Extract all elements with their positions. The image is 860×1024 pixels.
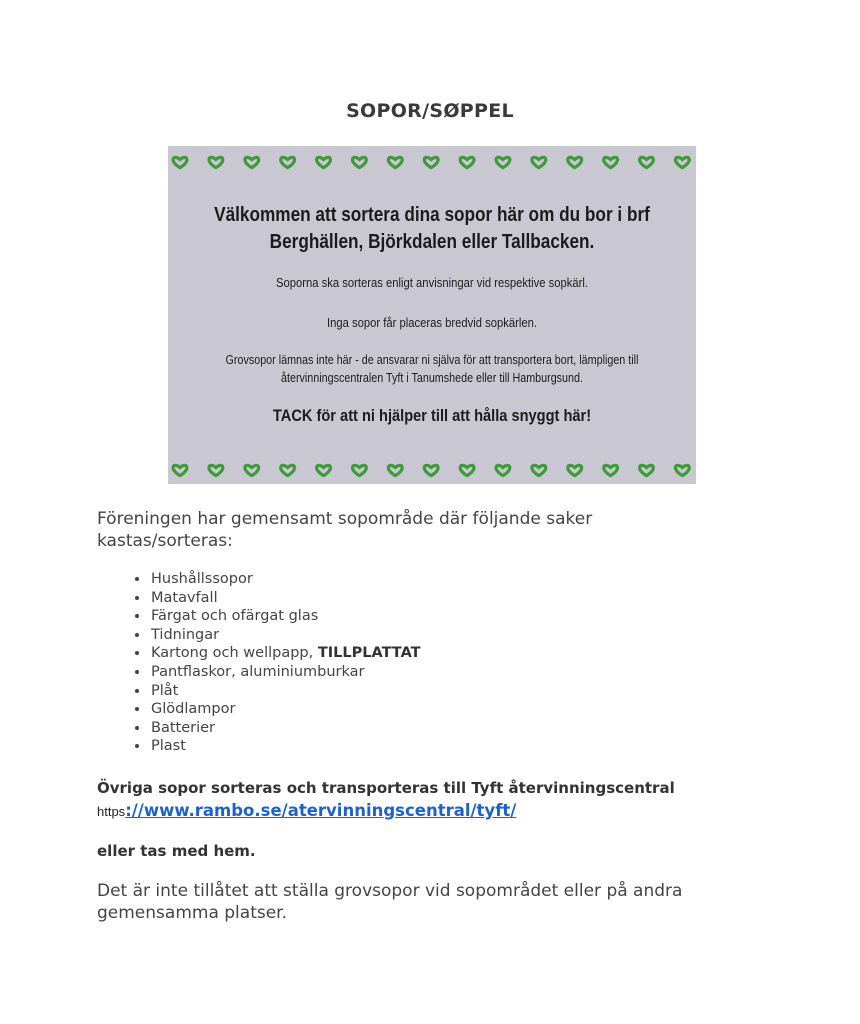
take-home-text: eller tas med hem. [97, 842, 256, 860]
list-item [150, 644, 421, 663]
heart-outline-icon [424, 157, 438, 167]
sign-photo [168, 146, 696, 484]
link-prefix[interactable]: https [97, 804, 126, 819]
page-title: SOPOR/SØPPEL [346, 100, 514, 122]
list-item: • Tidningar [150, 626, 421, 645]
list-item: • Plåt [150, 682, 421, 701]
heart-outline-icon [496, 157, 510, 167]
intro-text: Föreningen har gemensamt sopområde där följande saker kastas/sorteras: [97, 509, 593, 551]
closing-text: Det är inte tillåtet att ställa grovsopor vid sopområdet eller på andra gemensamma platser. [97, 881, 683, 923]
heart-outline-icon [317, 157, 331, 167]
other-waste-text: Övriga sopor sorteras och transporteras till Tyft återvinningscentral [97, 779, 675, 797]
sign-heading: Välkommen att sortera dina sopor här om du bor i brf Berghällen, Björkdalen eller Tallbacken. [214, 204, 650, 253]
heart-outline-icon [388, 465, 402, 475]
heart-outline-icon [640, 465, 654, 475]
sign-line-1: Soporna ska sorteras enligt anvisningar vid respektive sopkärl. [275, 276, 589, 290]
heart-outline-icon [460, 157, 474, 167]
heart-outline-icon [317, 465, 331, 475]
heart-outline-icon [352, 465, 366, 475]
heart-outline-icon [675, 465, 689, 475]
heart-outline-icon [496, 465, 510, 475]
list-item: • Glödlampor [150, 700, 421, 719]
heart-outline-icon [460, 465, 474, 475]
list-item: • Färgat och ofärgat glas [150, 607, 421, 626]
heart-outline-icon [281, 465, 295, 475]
heart-outline-icon [532, 465, 546, 475]
heart-outline-icon [388, 157, 402, 167]
heart-outline-icon [568, 157, 582, 167]
heart-outline-icon [245, 465, 259, 475]
heart-outline-icon [604, 157, 618, 167]
heart-outline-icon [604, 465, 618, 475]
heart-outline-icon [352, 157, 366, 167]
heart-outline-icon [532, 157, 546, 167]
recycling-link[interactable] [97, 801, 516, 820]
list-item-text: Kartong och wellpapp, [151, 645, 318, 662]
heart-row-top [168, 150, 696, 174]
list-item: • Pantflaskor, aluminiumburkar [150, 663, 421, 682]
heart-outline-icon [568, 465, 582, 475]
list-item: • Matavfall [150, 589, 421, 608]
list-item: • Hushållssopor [150, 570, 421, 589]
heart-outline-icon [281, 157, 295, 167]
heart-outline-icon [173, 465, 187, 475]
sign-line-2: Inga sopor får placeras bredvid sopkärlen. [326, 316, 538, 330]
link-url[interactable]: ://www.rambo.se/atervinningscentral/tyft/ [125, 801, 517, 820]
heart-outline-icon [675, 157, 689, 167]
sorting-list [110, 570, 421, 756]
sign-thanks: TACK för att ni hjälper till att hålla snyggt här! [272, 406, 592, 425]
list-item-emphasis: TILLPLATTAT [317, 645, 421, 662]
list-item: • Plast [150, 737, 421, 756]
heart-outline-icon [209, 465, 223, 475]
sign-line-3: Grovsopor lämnas inte här - de ansvarar ni själva för att transportera bort, lämpligen till återvinningscentralen Tyft i Tanumshede eller till Hamburgsund. [225, 353, 639, 385]
heart-outline-icon [173, 157, 187, 167]
list-item: • Batterier [150, 719, 421, 738]
heart-outline-icon [640, 157, 654, 167]
heart-row-bottom [168, 458, 696, 482]
heart-outline-icon [245, 157, 259, 167]
heart-outline-icon [424, 465, 438, 475]
heart-outline-icon [209, 157, 223, 167]
